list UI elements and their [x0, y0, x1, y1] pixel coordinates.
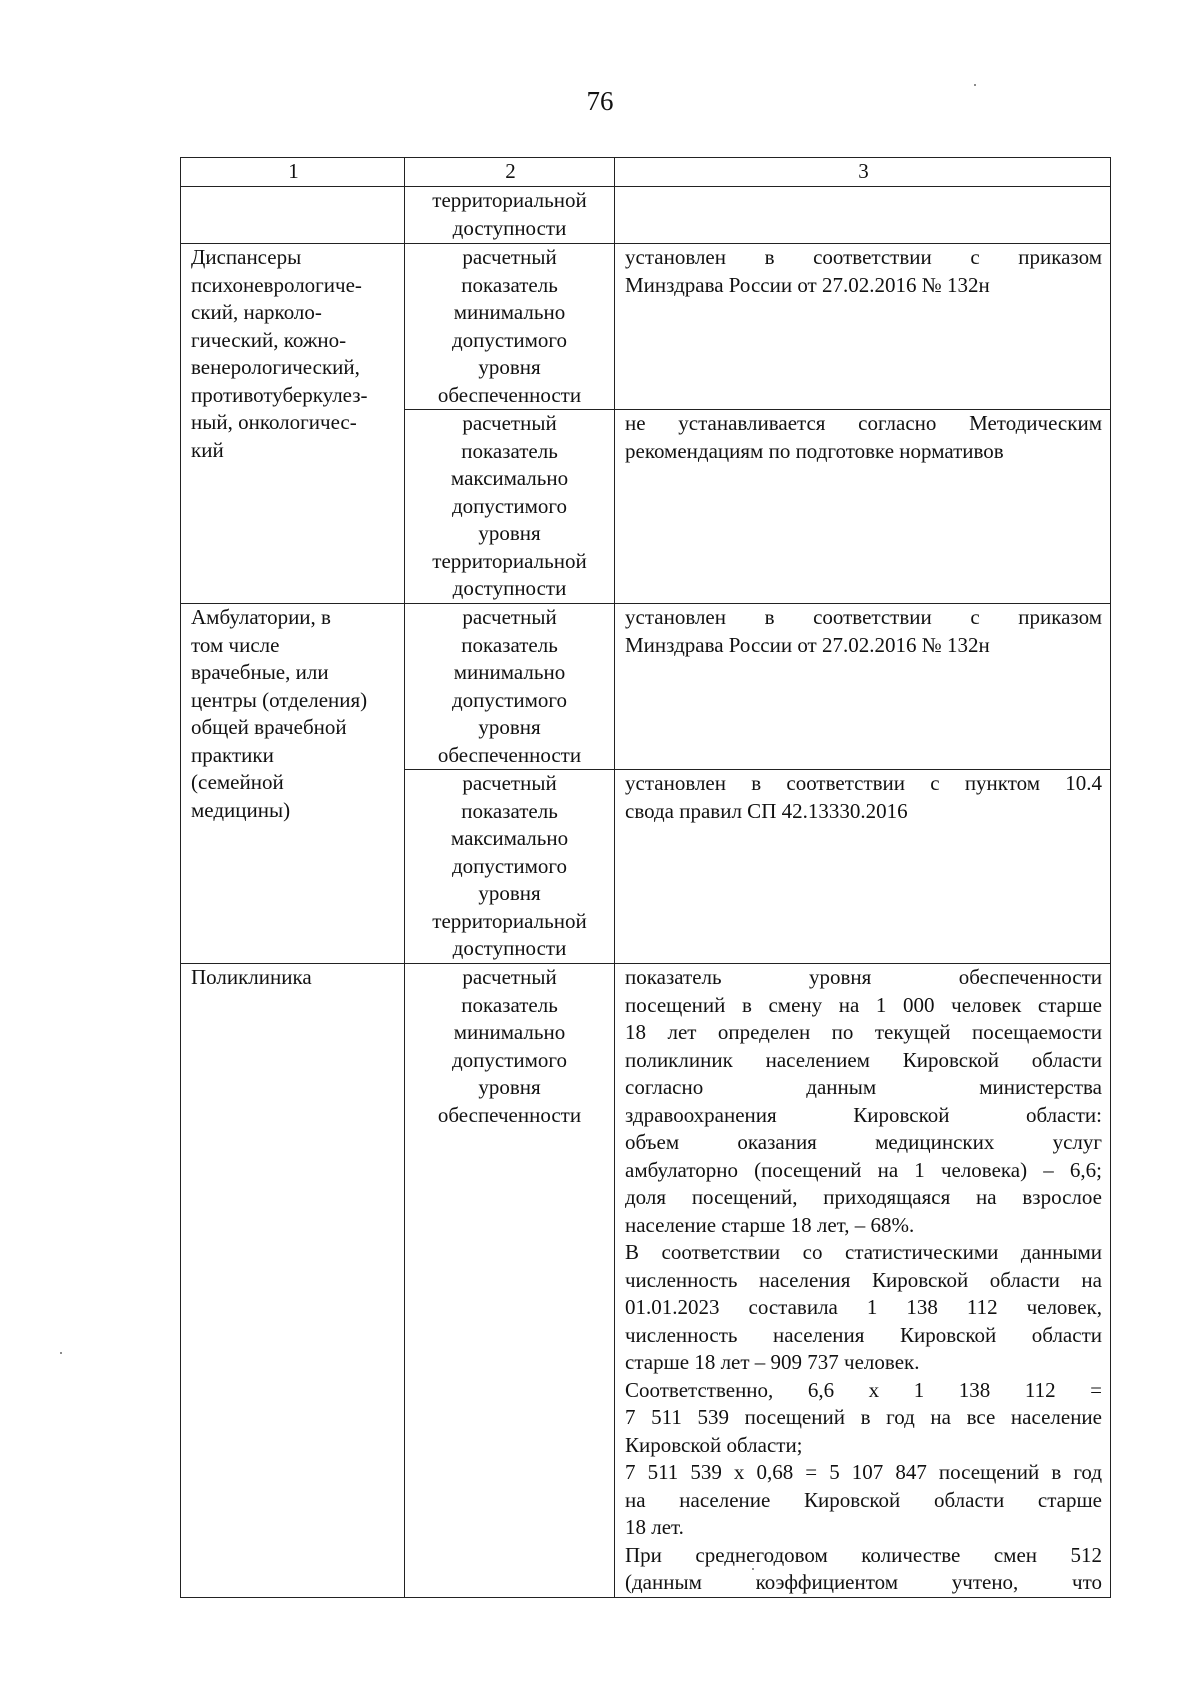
text-line: объем оказания медицинских услуг	[625, 1130, 1102, 1154]
table-row	[181, 244, 1111, 410]
header-cell-3: 3	[615, 158, 1111, 187]
text-line: 7 511 539 x 0,68 = 5 107 847 посещений в год	[625, 1460, 1102, 1484]
cell-line: показатель	[461, 632, 558, 657]
text-line: численность населения Кировской области	[625, 1322, 1102, 1347]
text-line: свода правил СП 42.13330.2016	[625, 798, 908, 823]
cell-line: расчетный	[462, 965, 557, 989]
value-cell	[615, 410, 1111, 604]
cell-line: уровня	[478, 521, 541, 545]
cell-line: Диспансеры	[191, 245, 302, 269]
cell-line: уровня	[478, 715, 541, 739]
scan-speck	[752, 1568, 754, 1570]
cell-line: минимально	[453, 660, 566, 684]
cell-line: показатель	[461, 272, 558, 297]
cell-line: противотуберкулез-	[191, 382, 368, 407]
cell-line: врачебные, или	[191, 660, 329, 684]
text-line: не устанавливается согласно Методическим	[625, 411, 1102, 435]
cell-line: территориальной	[432, 908, 587, 933]
cell-line: допустимого	[451, 687, 568, 712]
text-line: старше 18 лет – 909 737 человек.	[625, 1350, 920, 1374]
text-line: показатель уровня обеспеченности	[625, 965, 1102, 989]
cell-line: доступности	[452, 576, 567, 600]
cell-line: Поликлиника	[191, 965, 312, 989]
indicator-cell	[405, 770, 615, 964]
text-line: согласно данным министерства	[625, 1075, 1102, 1099]
value-cell	[615, 964, 1111, 1598]
page-number: 76	[586, 86, 614, 116]
indicator-cell	[405, 244, 615, 410]
text-line: рекомендациям по подготовке нормативов	[625, 438, 1004, 463]
cell-line: венерологический,	[191, 355, 360, 379]
facility-name-cell	[181, 604, 405, 964]
text-line: 18 лет.	[625, 1515, 684, 1539]
text-line: численность населения Кировской области на	[625, 1267, 1102, 1292]
cell-line: психоневрологиче-	[191, 272, 362, 297]
text-line: население старше 18 лет, – 68%.	[625, 1212, 915, 1237]
cell-line: уровня	[478, 355, 541, 379]
cell-line: медицины)	[191, 797, 291, 822]
cell-line: территориальной	[432, 188, 587, 212]
cell-line: расчетный	[462, 771, 557, 795]
text-line: на население Кировской области старше	[625, 1487, 1102, 1512]
indicator-cell	[405, 604, 615, 770]
header-cell-2: 2	[405, 158, 615, 187]
cell-line: Амбулатории, в	[191, 605, 331, 629]
text-line: Соответственно, 6,6 x 1 138 112 =	[625, 1377, 1102, 1402]
standards-table	[180, 157, 1111, 1598]
text-line: посещений в смену на 1 000 человек старше	[625, 992, 1102, 1017]
cell-line: доступности	[452, 936, 567, 960]
text-line: установлен в соответствии с пунктом 10.4	[625, 771, 1102, 795]
text-line: поликлиник населением Кировской области	[625, 1047, 1102, 1072]
scan-speck	[974, 84, 976, 86]
text-line: Минздрава России от 27.02.2016 № 132н	[625, 632, 990, 657]
value-cell	[615, 244, 1111, 410]
text-line: установлен в соответствии с приказом	[625, 605, 1102, 629]
text-line: амбулаторно (посещений на 1 человека) – 6,6;	[625, 1157, 1102, 1182]
cell-line: расчетный	[462, 245, 557, 269]
cell-empty	[181, 187, 405, 244]
facility-name-cell	[181, 964, 405, 1598]
cell-line: обеспеченности	[437, 742, 582, 767]
cell-line: показатель	[461, 992, 558, 1017]
value-cell	[615, 770, 1111, 964]
text-line: При среднегодовом количестве смен 512	[625, 1542, 1102, 1567]
table-header-row	[181, 158, 1111, 187]
text-line: 01.01.2023 составила 1 138 112 человек,	[625, 1295, 1102, 1319]
cell-line: минимально	[453, 1020, 566, 1044]
cell-line: общей врачебной	[191, 715, 347, 739]
cell-line: показатель	[461, 438, 558, 463]
cell-line: доступности	[452, 215, 567, 240]
indicator-cell	[405, 964, 615, 1598]
cell-line: показатель	[461, 798, 558, 823]
cell-line: (семейной	[191, 770, 284, 794]
cell-line: центры (отделения)	[191, 687, 368, 712]
cell-line: допустимого	[451, 493, 568, 518]
header-cell-1: 1	[181, 158, 405, 187]
cell-line: расчетный	[462, 605, 557, 629]
table-row	[181, 964, 1111, 1598]
text-line: доля посещений, приходящаяся на взрослое	[625, 1185, 1102, 1209]
cell-line: максимально	[450, 826, 569, 850]
cell-line: расчетный	[462, 411, 557, 435]
indicator-cell	[405, 410, 615, 604]
cell-line: допустимого	[451, 853, 568, 878]
cell-line: территориальной	[432, 548, 587, 573]
scan-speck	[60, 1352, 62, 1354]
cell-line: обеспеченности	[437, 1102, 582, 1127]
cell-line: кий	[191, 437, 224, 462]
table-row	[181, 187, 1111, 244]
cell-empty	[615, 187, 1111, 244]
indicator-cell	[405, 187, 615, 244]
cell-line: минимально	[453, 300, 566, 324]
cell-line: допустимого	[451, 327, 568, 352]
text-line: Кировской области;	[625, 1432, 803, 1457]
text-line: (данным коэффициентом учтено, что	[625, 1570, 1102, 1594]
cell-line: максимально	[450, 466, 569, 490]
cell-line: обеспеченности	[437, 382, 582, 407]
facility-name-cell	[181, 244, 405, 604]
text-line: 18 лет определен по текущей посещаемости	[625, 1020, 1102, 1044]
value-cell	[615, 604, 1111, 770]
text-line: здравоохранения Кировской области:	[625, 1102, 1102, 1127]
cell-line: практики	[191, 742, 274, 767]
cell-line: ный, онкологичес-	[191, 410, 357, 434]
text-line: установлен в соответствии с приказом	[625, 245, 1102, 269]
text-line: В соответствии со статистическими данными	[625, 1240, 1102, 1264]
text-line: Минздрава России от 27.02.2016 № 132н	[625, 272, 990, 297]
cell-line: ский, нарколо-	[191, 300, 322, 324]
cell-line: гический, кожно-	[191, 327, 347, 352]
text-line: 7 511 539 посещений в год на все население	[625, 1405, 1102, 1429]
table-row	[181, 604, 1111, 770]
cell-line: допустимого	[451, 1047, 568, 1072]
cell-line: уровня	[478, 881, 541, 905]
cell-line: том числе	[191, 632, 280, 657]
cell-line: уровня	[478, 1075, 541, 1099]
